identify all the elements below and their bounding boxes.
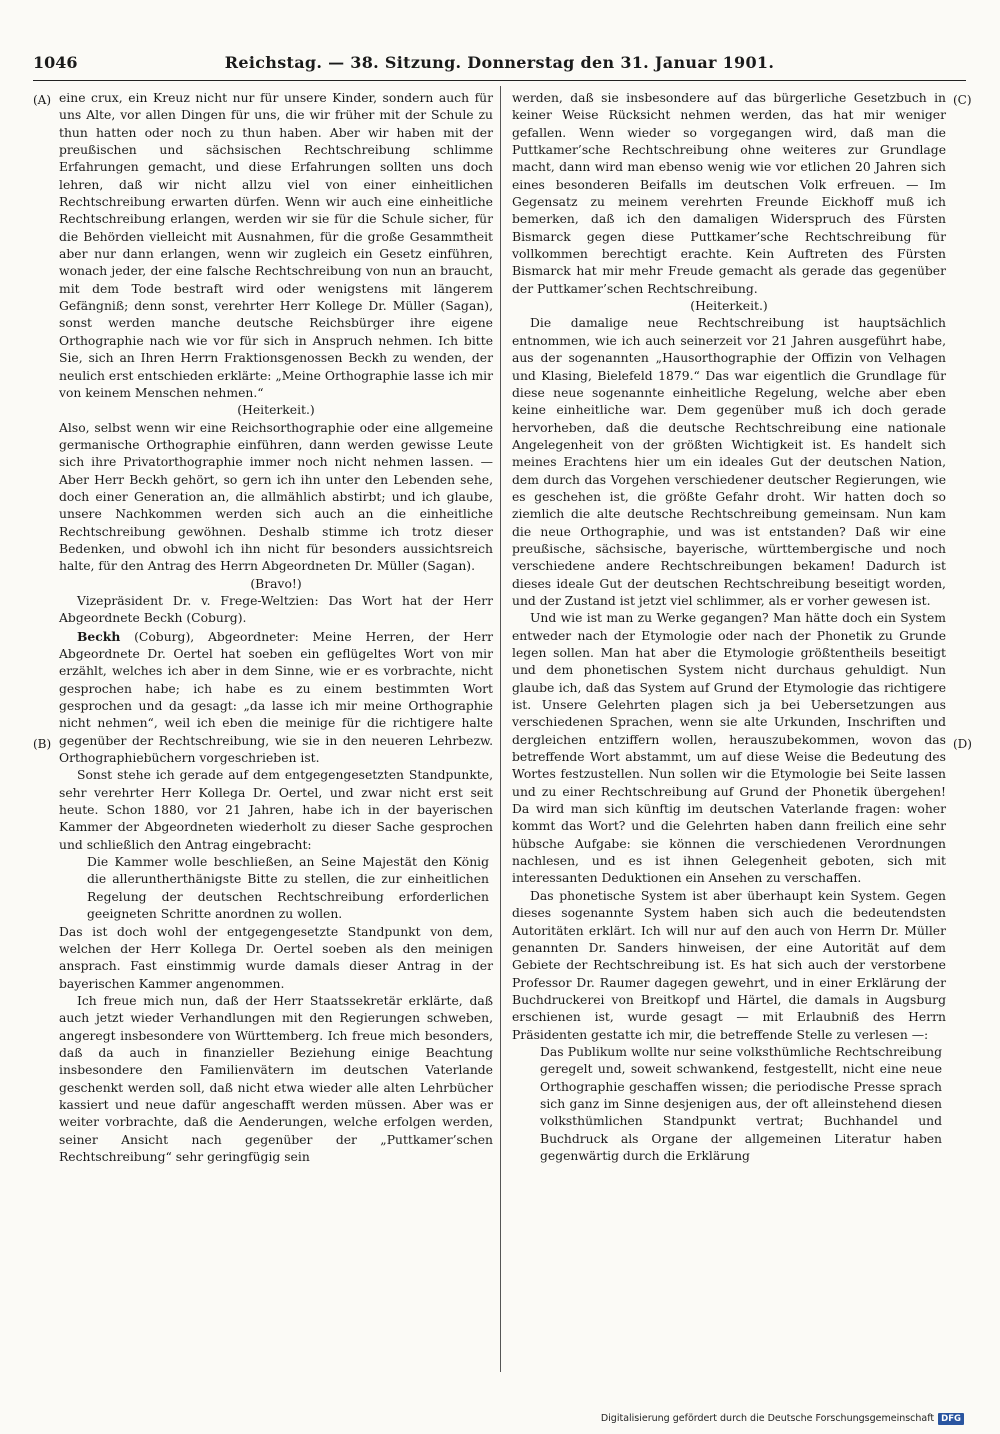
margin-marker-d: (D) bbox=[953, 737, 972, 751]
speech-paragraph: Beckh (Coburg), Abgeordneter: Meine Herren, der Herr Abgeordnete Dr. Oertel hat soeben ein geflügeltes Wort von mir erzählt, welches ich aber in dem Sinne, wie er es vorbrachte, nicht gesprochen habe; ich habe es zu einem bestimmten Wort gesprochen und da gesagt: „da lasse ich mir meine Orthographie nicht nehmen“, weil ich eben die meinige für die richtigere halte gegenüber der Rechtschreibung, wie sie in den neueren Lehrbezw. Orthographiebüchern vorgeschrieben ist. bbox=[59, 628, 493, 766]
interjection: (Heiterkeit.) bbox=[690, 299, 768, 314]
left-column bbox=[59, 90, 493, 1166]
dfg-logo: DFG bbox=[938, 1413, 964, 1425]
paragraph: Also, selbst wenn wir eine Reichsorthographie oder eine allgemeine germanische Orthographie einführen, dann werden gewisse Leute sich ihre Privatorthographie immer noch nicht nehmen lassen. — Aber Herr Beckh gehört, so gern ich ihn unter den Lebenden sehe, doch einer Generation an, die allmählich abstirbt; und ich glaube, unsere Nachkommen werden sich auch an die einheitliche Rechtschreibung gewöhnen. Deshalb stimme ich trotz dieser Bedenken, und obwohl ich ihn nicht für besonders aussichtsreich halte, für den Antrag des Herrn Abgeordneten Dr. Müller (Sagan). bbox=[59, 420, 493, 574]
column-divider bbox=[500, 86, 501, 1372]
paragraph: Ich freue mich nun, daß der Herr Staatssekretär erklärte, daß auch jetzt wieder Verhandlungen mit den Regierungen schweben, angeregt insbesondere von Württemberg. Ich freue mich besonders, daß da auch in finanzieller Beziehung einige Beachtung insbesondere den Familienvätern im deutschen Vaterlande geschenkt werden soll, daß nicht etwa wieder alle alten Lehrbücher kassiert und neue dafür angeschafft werden müssen. Aber was er weiter vorbrachte, daß die Aenderungen, welche erfolgen werden, seiner Ansicht nach gegenüber der „Puttkamer’schen Rechtschreibung“ sehr geringfügig sein bbox=[59, 993, 493, 1164]
page-header bbox=[33, 52, 966, 78]
interjection: (Bravo!) bbox=[250, 576, 302, 591]
paragraph: Sonst stehe ich gerade auf dem entgegengesetzten Standpunkte, sehr verehrter Herr Kollega Dr. Oertel, und zwar nicht erst seit heute. Schon 1880, vor 21 Jahren, habe ich in der bayerischen Kammer der Abgeordneten wiederholt zu dieser Sache gesprochen und schließlich den Antrag eingebracht: bbox=[59, 768, 493, 852]
margin-marker-c: (C) bbox=[953, 93, 972, 107]
digitization-credit bbox=[601, 1411, 964, 1427]
paragraph: Das ist doch wohl der entgegengesetzte Standpunkt von dem, welchen der Herr Kollega Dr. Oertel soeben als den meinigen ansprach. Fast einstimmig wurde damals dieser Antrag in der bayerischen Kammer angenommen. bbox=[59, 924, 493, 991]
block-quote: Das Publikum wollte nur seine volksthümliche Rechtschreibung geregelt und, soweit schwankend, festgestellt, nicht eine neue Orthographie geschaffen wissen; die periodische Presse sprach sich ganz im Sinne desjenigen aus, der oft alleinstehend diesen volksthümlichen Standpunkt vertrat; Buchhandel und Buchdruck als Organe der allgemeinen Literatur haben gegenwärtig durch die Erklärung bbox=[540, 1044, 942, 1163]
right-column bbox=[512, 90, 946, 1165]
speaker-intro: Vizepräsident Dr. v. Frege-Weltzien: Das Wort hat der Herr Abgeordnete Beckh (Coburg). bbox=[59, 593, 493, 626]
credit-text: Digitalisierung gefördert durch die Deutsche Forschungsgemeinschaft bbox=[600, 1413, 935, 1424]
page-number: 1046 bbox=[33, 53, 78, 72]
block-quote: Die Kammer wolle beschließen, an Seine Majestät den König die alleruntherthänigste Bitte zu stellen, die zur einheitlichen Regelung der deutschen Rechtschreibung erforderlichen geeigneten Schritte anordnen zu wollen. bbox=[87, 855, 489, 922]
interjection: (Heiterkeit.) bbox=[237, 403, 315, 418]
paragraph: werden, daß sie insbesondere auf das bürgerliche Gesetzbuch in keiner Weise Rücksicht nehmen werden, das hat mir weniger gefallen. Wenn wieder so vorgegangen wird, daß man die Puttkamer’sche Rechtschreibung ohne weiteres zur Grundlage macht, dann wird man ebenso wenig wie vor etlichen 20 Jahren sich eines besonderen Beifalls im deutschen Volk erfreuen. — Im Gegensatz zu meinem verehrten Freunde Eickhoff muß ich bemerken, daß ich den damaligen Widerspruch des Fürsten Bismarck gegen diese Puttkamer’sche Rechtschreibung für vollkommen berechtigt erachte. Kein Auftreten des Fürsten Bismarck hat mir mehr Freude gemacht als gerade das gegenüber der Puttkamer’schen Rechtschreibung. bbox=[512, 91, 946, 296]
speaker-name: Beckh bbox=[77, 628, 121, 644]
margin-marker-a: (A) bbox=[33, 93, 52, 107]
paragraph: Die damalige neue Rechtschreibung ist hauptsächlich entnommen, wie ich auch seinerzeit vor 21 Jahren ausgeführt habe, aus der sogenannten „Hausorthographie der Offizin von Velhagen und Klasing, Bielefeld 1879.“ Das war eigentlich die Grundlage für diese neue sogenannte einheitliche Regelung, welche aber eben keine einheitliche war. Dem gegenüber muß ich doch gerade hervorheben, daß die deutsche Rechtschreibung eine nationale Angelegenheit von der größten Wichtigkeit ist. Es handelt sich meines Erachtens hier um ein ideales Gut der deutschen Nation, dem durch das Vorgehen verschiedener deutscher Regierungen, wie es geschehen ist, die größte Gefahr droht. Wir hatten doch so ziemlich die alte deutsche Rechtschreibung gemeinsam. Nun kam die neue Orthographie, und was ist entstanden? Daß wir eine preußische, sächsische, bayerische, württembergische und noch verschiedene andere Rechtschreibungen bekamen! Dadurch ist dieses ideale Gut der deutschen Rechtschreibung beseitigt worden, und der Zustand ist jetzt viel schlimmer, als er vorher gewesen ist. bbox=[512, 316, 946, 608]
margin-marker-b: (B) bbox=[33, 737, 52, 751]
header-rule bbox=[33, 80, 966, 81]
running-title: Reichstag. — 38. Sitzung. Donnerstag den 31. Januar 1901. bbox=[224, 53, 775, 72]
paragraph: eine crux, ein Kreuz nicht nur für unsere Kinder, sondern auch für uns Alte, vor allen Dingen für uns, die wir früher mit der Schule zu thun hatten oder noch zu thun haben. Aber wir haben mit der preußischen und sächsischen Rechtschreibung schlimme Erfahrungen gemacht, und diese Erfahrungen sollten uns doch lehren, daß wir nicht allzu viel von einer einheitlichen Rechtschreibung erwarten dürfen. Wenn wir auch eine einheitliche Rechtschreibung erlangen, werden wir sie für die Schule sicher, für die Behörden vielleicht mit Ausnahmen, für die große Gesammtheit aber nur dann erlangen, wenn wir zugleich ein Gesetz einführen, wonach jeder, der eine falsche Rechtschreibung von nun an braucht, mit dem Tode bestraft wird oder wenigstens mit längerem Gefängniß; denn sonst, verehrter Herr Kollege Dr. Müller (Sagan), sonst werden manche deutsche Reichsbürger ihre eigene Orthographie nach wie vor für sich in Anspruch nehmen. Ich bitte Sie, sich an Ihren Herrn Fraktionsgenossen Beckh zu wenden, der neulich erst entschieden erklärte: „Meine Orthographie lasse ich mir von keinem Menschen nehmen.“ bbox=[59, 91, 493, 400]
paragraph: Und wie ist man zu Werke gegangen? Man hätte doch ein System entweder nach der Etymologie oder nach der Phonetik zu Grunde legen sollen. Man hat aber die Etymologie größtentheils beseitigt und dem phonetischen System nicht durchaus gehuldigt. Nun glaube ich, daß das System auf Grund der Etymologie das richtigere ist. Unsere Gelehrten plagen sich ja bei Uebersetzungen aus verschiedenen Sprachen, wenn sie alte Urkunden, Inschriften und dergleichen entziffern wollen, herauszubekommen, wovon das betreffende Wort abstammt, um auf diese Weise die Bedeutung des Wortes festzustellen. Nun sollen wir die Etymologie bei Seite lassen und zu einer Rechtschreibung auf Grund der Phonetik übergehen! Da wird man sich künftig im deutschen Vaterlande fragen: woher kommt das Wort? und die Gelehrten haben dann freilich eine sehr hübsche Aufgabe: sie können die verschiedenen Verordnungen nachlesen, und es ist ihnen Gelegenheit geboten, sich mit interessanten Deduktionen ein Ansehen zu verschaffen. bbox=[512, 611, 946, 886]
paragraph: Das phonetische System ist aber überhaupt kein System. Gegen dieses sogenannte System haben sich auch die bedeutendsten Autoritäten erklärt. Ich will nur auf den auch von Herrn Dr. Müller genannten Dr. Sanders hinweisen, der eine Autorität auf dem Gebiete der Rechtschreibung ist. Es hat sich auch der verstorbene Professor Dr. Raumer dagegen gewehrt, und in einer Erklärung der Buchdruckerei von Breitkopf und Härtel, die damals in Augsburg erschienen ist, wurde gesagt — mit Erlaubniß des Herrn Präsidenten gestatte ich mir, die betreffende Stelle zu verlesen —: bbox=[512, 888, 946, 1042]
